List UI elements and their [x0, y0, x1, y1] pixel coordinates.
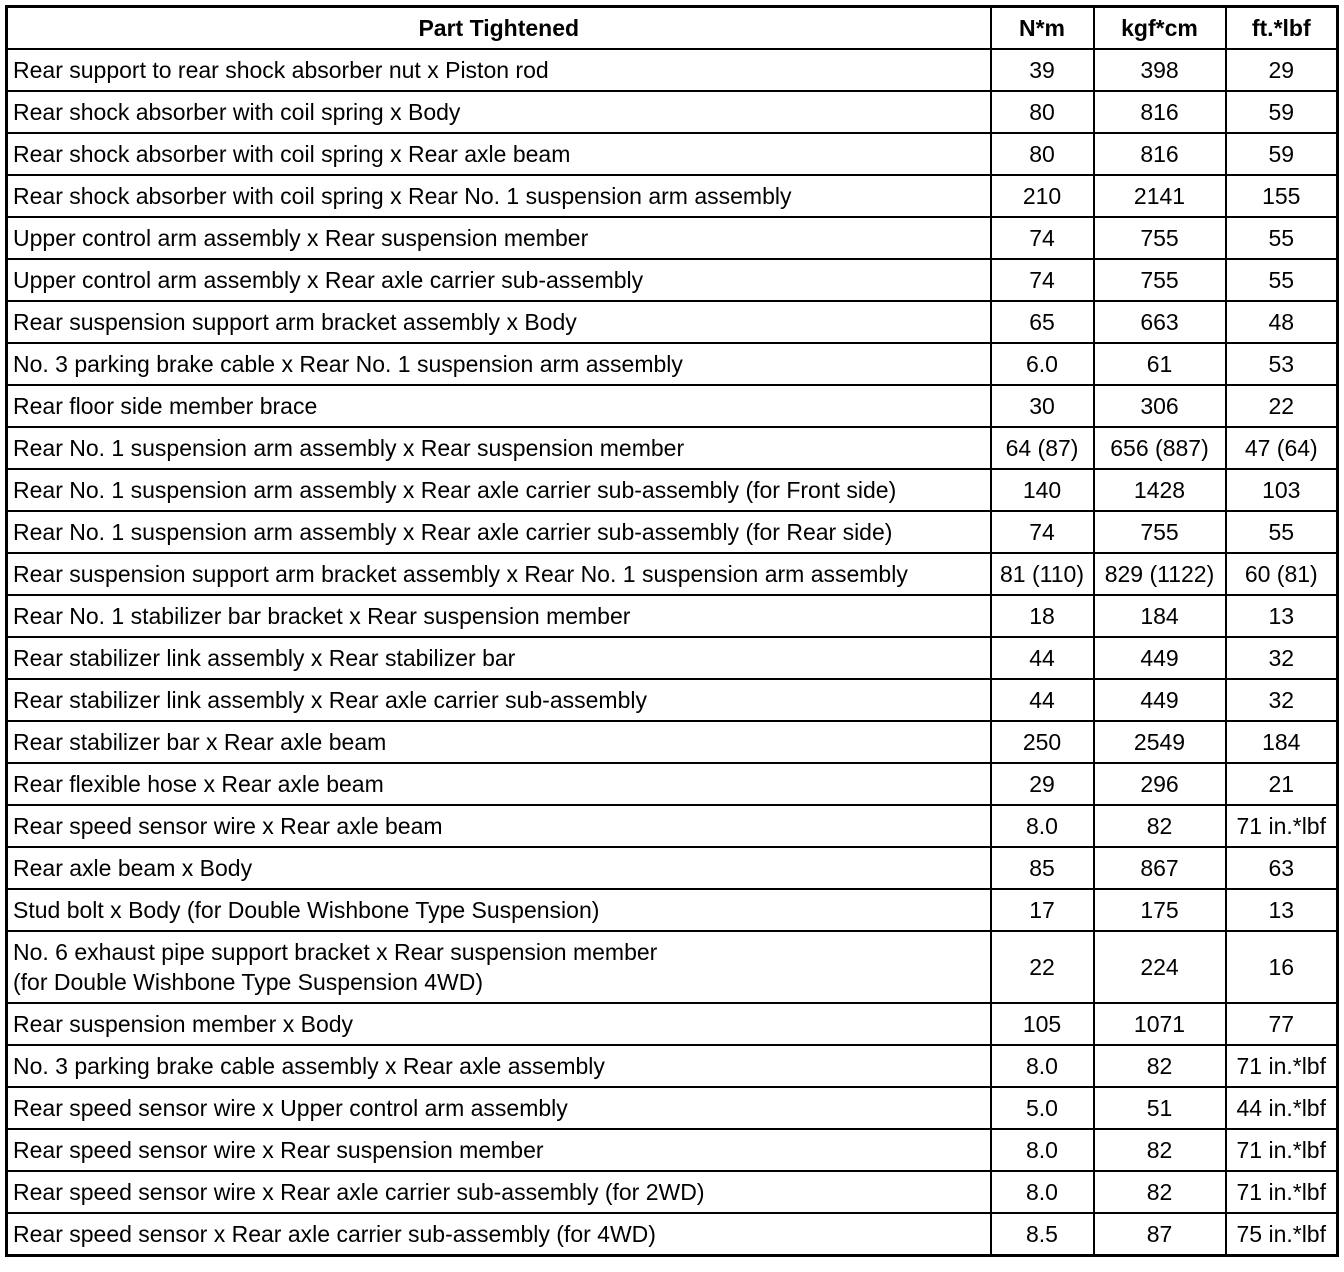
kgf-cm-cell: 82 [1094, 805, 1226, 847]
newton-meter-cell: 6.0 [991, 343, 1094, 385]
part-tightened-text: Rear support to rear shock absorber nut x Piston rod [13, 57, 549, 83]
table-row [7, 679, 1338, 721]
ft-lbf-cell: 59 [1226, 91, 1338, 133]
kgf-cm-cell: 755 [1094, 511, 1226, 553]
kgf-cm-cell: 1428 [1094, 469, 1226, 511]
part-tightened-text: Rear axle beam x Body [13, 855, 253, 881]
part-tightened-text: Rear shock absorber with coil spring x Rear axle beam [13, 141, 571, 167]
newton-meter-cell: 8.5 [991, 1213, 1094, 1256]
part-tightened-text: Rear suspension support arm bracket assembly x Body [13, 309, 577, 335]
kgf-cm-cell: 87 [1094, 1213, 1226, 1256]
part-tightened-text: Rear flexible hose x Rear axle beam [13, 771, 384, 797]
part-tightened-cell [7, 889, 991, 931]
newton-meter-cell: 30 [991, 385, 1094, 427]
kgf-cm-cell: 449 [1094, 637, 1226, 679]
newton-meter-cell: 74 [991, 259, 1094, 301]
part-tightened-cell [7, 469, 991, 511]
ft-lbf-cell: 53 [1226, 343, 1338, 385]
ft-lbf-cell: 22 [1226, 385, 1338, 427]
kgf-cm-cell: 82 [1094, 1171, 1226, 1213]
newton-meter-cell: 250 [991, 721, 1094, 763]
kgf-cm-cell: 656 (887) [1094, 427, 1226, 469]
part-tightened-cell [7, 91, 991, 133]
table-row [7, 511, 1338, 553]
torque-specification-table [5, 5, 1339, 1257]
table-row [7, 469, 1338, 511]
part-tightened-text: Rear speed sensor wire x Rear suspension member [13, 1137, 544, 1163]
newton-meter-cell: 17 [991, 889, 1094, 931]
part-tightened-text: Rear stabilizer link assembly x Rear axle carrier sub-assembly [13, 687, 647, 713]
newton-meter-cell: 8.0 [991, 805, 1094, 847]
kgf-cm-cell: 829 (1122) [1094, 553, 1226, 595]
part-tightened-text: Rear shock absorber with coil spring x Rear No. 1 suspension arm assembly [13, 183, 792, 209]
part-tightened-text: Rear No. 1 suspension arm assembly x Rear axle carrier sub-assembly (for Rear side) [13, 519, 893, 545]
table-row [7, 133, 1338, 175]
part-tightened-text: Rear speed sensor x Rear axle carrier sub-assembly (for 4WD) [13, 1221, 656, 1247]
ft-lbf-cell: 184 [1226, 721, 1338, 763]
newton-meter-cell: 80 [991, 91, 1094, 133]
newton-meter-cell: 8.0 [991, 1045, 1094, 1087]
ft-lbf-cell: 21 [1226, 763, 1338, 805]
newton-meter-cell: 5.0 [991, 1087, 1094, 1129]
part-tightened-text: Upper control arm assembly x Rear suspension member [13, 225, 589, 251]
part-tightened-text: Rear shock absorber with coil spring x Body [13, 99, 461, 125]
part-tightened-cell [7, 49, 991, 91]
part-tightened-cell [7, 301, 991, 343]
table-row [7, 1045, 1338, 1087]
table-row [7, 1171, 1338, 1213]
part-tightened-text: Rear stabilizer bar x Rear axle beam [13, 729, 387, 755]
part-tightened-cell [7, 847, 991, 889]
kgf-cm-cell: 61 [1094, 343, 1226, 385]
ft-lbf-cell: 155 [1226, 175, 1338, 217]
table-row [7, 175, 1338, 217]
newton-meter-cell: 8.0 [991, 1129, 1094, 1171]
table-row [7, 595, 1338, 637]
newton-meter-cell: 65 [991, 301, 1094, 343]
part-tightened-cell [7, 679, 991, 721]
part-tightened-text: Upper control arm assembly x Rear axle carrier sub-assembly [13, 267, 644, 293]
newton-meter-cell: 39 [991, 49, 1094, 91]
table-row [7, 427, 1338, 469]
part-tightened-cell [7, 637, 991, 679]
table-row [7, 1003, 1338, 1045]
header-newton-meter: N*m [991, 7, 1094, 50]
table-header-row [7, 7, 1338, 50]
kgf-cm-cell: 184 [1094, 595, 1226, 637]
newton-meter-cell: 44 [991, 637, 1094, 679]
part-tightened-cell [7, 1087, 991, 1129]
header-ft-lbf: ft.*lbf [1226, 7, 1338, 50]
newton-meter-cell: 140 [991, 469, 1094, 511]
part-tightened-cell [7, 1213, 991, 1256]
kgf-cm-cell: 663 [1094, 301, 1226, 343]
ft-lbf-cell: 13 [1226, 889, 1338, 931]
part-tightened-text: Rear suspension support arm bracket assembly x Rear No. 1 suspension arm assembly [13, 561, 908, 587]
table-row [7, 805, 1338, 847]
part-tightened-text: No. 3 parking brake cable x Rear No. 1 suspension arm assembly [13, 351, 683, 377]
table-row [7, 1087, 1338, 1129]
ft-lbf-cell: 48 [1226, 301, 1338, 343]
ft-lbf-cell: 29 [1226, 49, 1338, 91]
kgf-cm-cell: 82 [1094, 1045, 1226, 1087]
table-body [7, 49, 1338, 1256]
part-tightened-text: (for Double Wishbone Type Suspension 4WD) [13, 969, 484, 995]
kgf-cm-cell: 755 [1094, 259, 1226, 301]
part-tightened-cell [7, 595, 991, 637]
part-tightened-text: Stud bolt x Body (for Double Wishbone Type Suspension) [13, 897, 600, 923]
part-tightened-cell [7, 259, 991, 301]
table-row [7, 931, 1338, 1003]
ft-lbf-cell: 55 [1226, 217, 1338, 259]
part-tightened-text: Rear stabilizer link assembly x Rear stabilizer bar [13, 645, 516, 671]
part-tightened-cell [7, 175, 991, 217]
ft-lbf-cell: 47 (64) [1226, 427, 1338, 469]
kgf-cm-cell: 867 [1094, 847, 1226, 889]
kgf-cm-cell: 306 [1094, 385, 1226, 427]
part-tightened-cell [7, 511, 991, 553]
header-part-tightened: Part Tightened [7, 7, 991, 50]
ft-lbf-cell: 103 [1226, 469, 1338, 511]
ft-lbf-cell: 63 [1226, 847, 1338, 889]
ft-lbf-cell: 44 in.*lbf [1226, 1087, 1338, 1129]
ft-lbf-cell: 71 in.*lbf [1226, 805, 1338, 847]
newton-meter-cell: 22 [991, 931, 1094, 1003]
newton-meter-cell: 74 [991, 511, 1094, 553]
newton-meter-cell: 210 [991, 175, 1094, 217]
table-row [7, 343, 1338, 385]
part-tightened-text: Rear speed sensor wire x Rear axle carrier sub-assembly (for 2WD) [13, 1179, 705, 1205]
ft-lbf-cell: 75 in.*lbf [1226, 1213, 1338, 1256]
table-row [7, 553, 1338, 595]
kgf-cm-cell: 398 [1094, 49, 1226, 91]
newton-meter-cell: 85 [991, 847, 1094, 889]
kgf-cm-cell: 51 [1094, 1087, 1226, 1129]
newton-meter-cell: 8.0 [991, 1171, 1094, 1213]
part-tightened-cell [7, 763, 991, 805]
newton-meter-cell: 74 [991, 217, 1094, 259]
part-tightened-text: No. 3 parking brake cable assembly x Rear axle assembly [13, 1053, 605, 1079]
table-row [7, 763, 1338, 805]
kgf-cm-cell: 224 [1094, 931, 1226, 1003]
kgf-cm-cell: 175 [1094, 889, 1226, 931]
part-tightened-cell [7, 217, 991, 259]
part-tightened-text: Rear No. 1 suspension arm assembly x Rear suspension member [13, 435, 685, 461]
kgf-cm-cell: 449 [1094, 679, 1226, 721]
ft-lbf-cell: 71 in.*lbf [1226, 1171, 1338, 1213]
ft-lbf-cell: 60 (81) [1226, 553, 1338, 595]
newton-meter-cell: 44 [991, 679, 1094, 721]
part-tightened-cell [7, 133, 991, 175]
table-row [7, 385, 1338, 427]
header-kgf-cm: kgf*cm [1094, 7, 1226, 50]
ft-lbf-cell: 59 [1226, 133, 1338, 175]
part-tightened-cell [7, 1129, 991, 1171]
part-tightened-cell [7, 1171, 991, 1213]
table-row [7, 91, 1338, 133]
table-row [7, 1213, 1338, 1256]
newton-meter-cell: 29 [991, 763, 1094, 805]
table-row [7, 301, 1338, 343]
kgf-cm-cell: 82 [1094, 1129, 1226, 1171]
kgf-cm-cell: 1071 [1094, 1003, 1226, 1045]
ft-lbf-cell: 71 in.*lbf [1226, 1129, 1338, 1171]
table-row [7, 217, 1338, 259]
kgf-cm-cell: 816 [1094, 91, 1226, 133]
newton-meter-cell: 64 (87) [991, 427, 1094, 469]
part-tightened-text: Rear speed sensor wire x Upper control arm assembly [13, 1095, 568, 1121]
part-tightened-text: Rear speed sensor wire x Rear axle beam [13, 813, 443, 839]
kgf-cm-cell: 2549 [1094, 721, 1226, 763]
part-tightened-text: Rear floor side member brace [13, 393, 318, 419]
part-tightened-cell [7, 1003, 991, 1045]
table-row [7, 637, 1338, 679]
table-row [7, 49, 1338, 91]
part-tightened-cell [7, 805, 991, 847]
part-tightened-text: No. 6 exhaust pipe support bracket x Rear suspension member [13, 939, 658, 965]
kgf-cm-cell: 296 [1094, 763, 1226, 805]
ft-lbf-cell: 55 [1226, 259, 1338, 301]
part-tightened-cell [7, 385, 991, 427]
kgf-cm-cell: 2141 [1094, 175, 1226, 217]
table-row [7, 721, 1338, 763]
table-row [7, 259, 1338, 301]
part-tightened-cell [7, 721, 991, 763]
part-tightened-text: Rear No. 1 stabilizer bar bracket x Rear suspension member [13, 603, 631, 629]
table-row [7, 847, 1338, 889]
newton-meter-cell: 80 [991, 133, 1094, 175]
ft-lbf-cell: 55 [1226, 511, 1338, 553]
ft-lbf-cell: 13 [1226, 595, 1338, 637]
ft-lbf-cell: 77 [1226, 1003, 1338, 1045]
part-tightened-cell [7, 1045, 991, 1087]
table-row [7, 1129, 1338, 1171]
part-tightened-cell [7, 553, 991, 595]
newton-meter-cell: 105 [991, 1003, 1094, 1045]
kgf-cm-cell: 816 [1094, 133, 1226, 175]
part-tightened-text: Rear No. 1 suspension arm assembly x Rear axle carrier sub-assembly (for Front side) [13, 477, 897, 503]
newton-meter-cell: 18 [991, 595, 1094, 637]
part-tightened-text: Rear suspension member x Body [13, 1011, 354, 1037]
ft-lbf-cell: 71 in.*lbf [1226, 1045, 1338, 1087]
part-tightened-cell [7, 931, 991, 1003]
kgf-cm-cell: 755 [1094, 217, 1226, 259]
part-tightened-cell [7, 343, 991, 385]
ft-lbf-cell: 16 [1226, 931, 1338, 1003]
part-tightened-cell [7, 427, 991, 469]
newton-meter-cell: 81 (110) [991, 553, 1094, 595]
table-row [7, 889, 1338, 931]
ft-lbf-cell: 32 [1226, 637, 1338, 679]
ft-lbf-cell: 32 [1226, 679, 1338, 721]
